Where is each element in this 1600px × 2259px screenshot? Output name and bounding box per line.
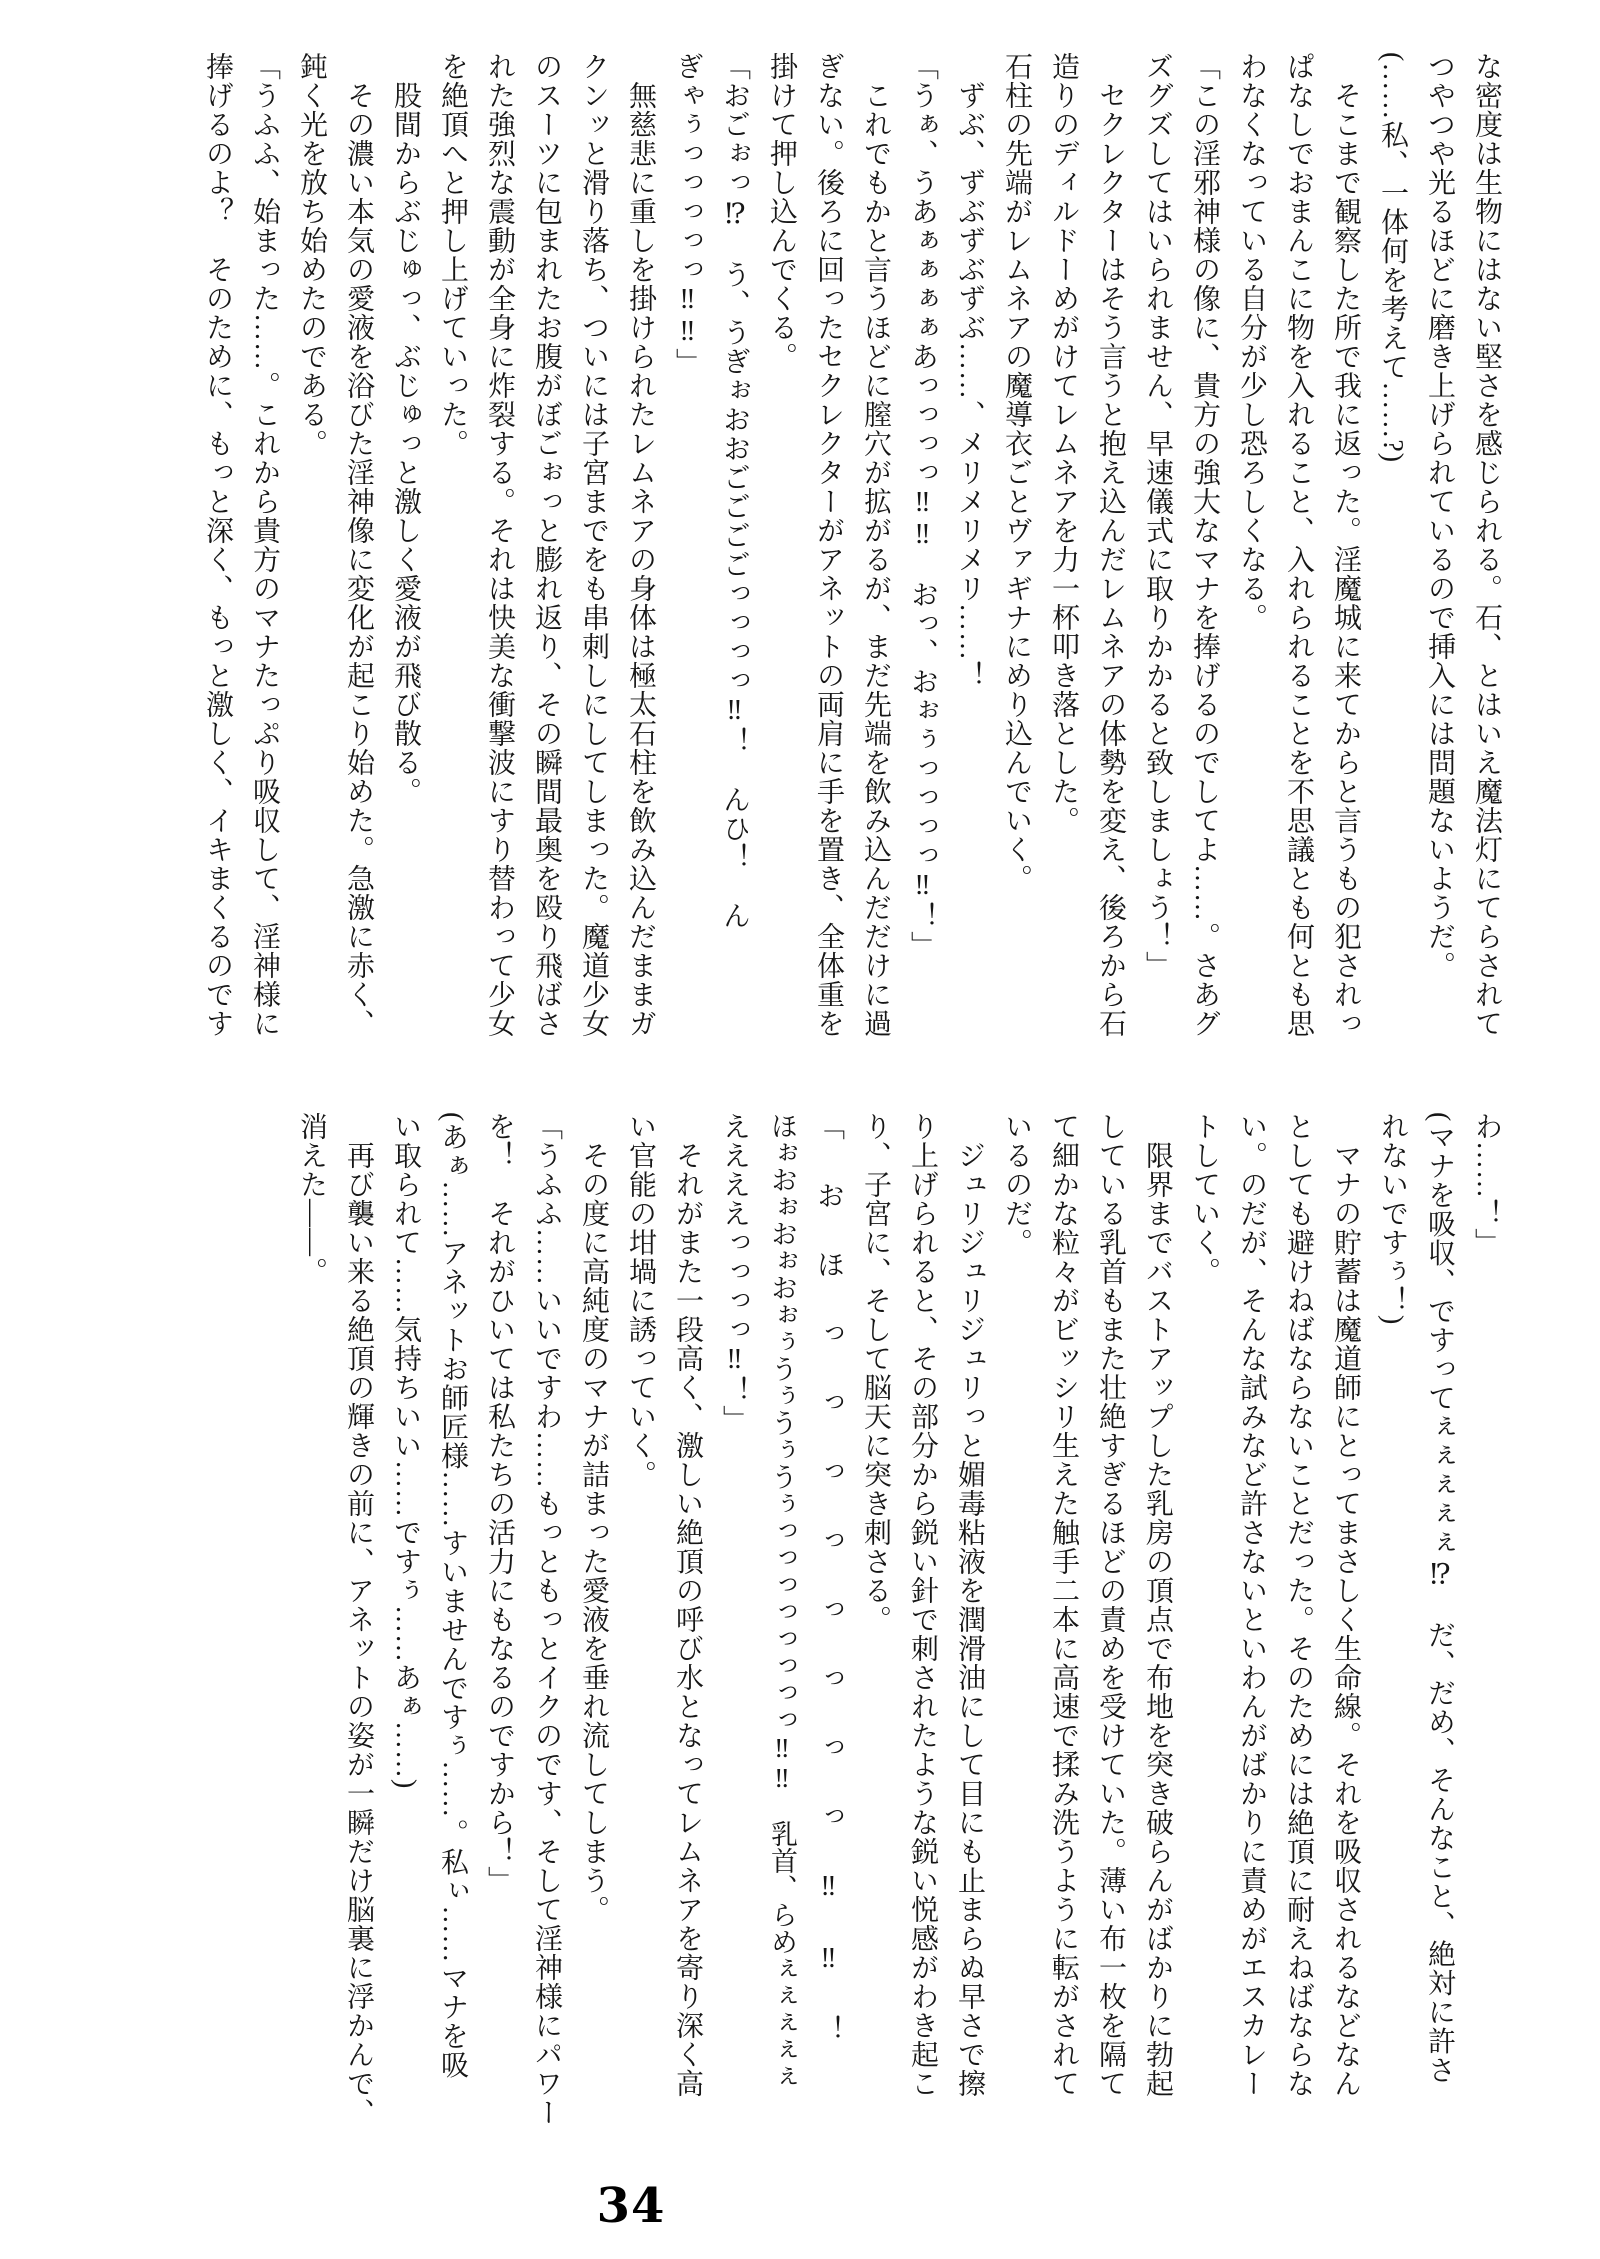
text-column: 再び襲い来る絶頂の輝きの前に、アネットの姿が一瞬だけ脳裏に浮かんで、 [343, 1112, 374, 2127]
text-column: クンッと滑り落ち、ついには子宮までをも串刺しにしてしまった。魔道少女 [578, 52, 609, 1038]
text-column: (マナを吸収、ですってぇぇぇぇぇ⁉ だ、だめ、そんなこと、絶対に許さ [1424, 1112, 1455, 2085]
text-column: り、子宮に、そして脳天に突き刺さる。 [860, 1112, 891, 1634]
text-column: 「うふふ……いいですわ……もっともっとイクのです、そして淫神様にパワー [531, 1112, 562, 2127]
text-column: な密度は生物にはない堅さを感じられる。石、とはいえ魔法灯にてらされて [1471, 52, 1502, 1038]
text-column: ズグズしてはいられません、早速儀式に取りかかると致しましょう！」 [1142, 52, 1173, 980]
text-column: マナの貯蓄は魔道師にとってまさしく生命線。それを吸収されるなどなん [1330, 1112, 1361, 2098]
text-column: ずぶ、ずぶずぶずぶ……、メリメリメリ……！ [954, 52, 985, 690]
text-column: 「うふふ、始まった……。これから貴方のマナたっぷり吸収して、淫神様に [249, 52, 280, 1038]
text-column: 消えた――。 [296, 1112, 327, 1286]
text-column: (……私、一体何を考えて……?) [1377, 52, 1408, 464]
text-column: ぱなしでおまんこに物を入れること、入れられることを不思議とも何とも思 [1283, 52, 1314, 1038]
text-column: 「この淫邪神様の像に、貴方の強大なマナを捧げるのでしてよ……。さあグ [1189, 52, 1220, 1038]
text-column: 鈍く光を放ち始めたのである。 [296, 52, 327, 458]
text-column: (あぁ……アネットお師匠様……すいませんですぅ……。私ぃ……マナを吸 [437, 1112, 468, 2080]
text-column: ええええっっっっ‼！」 [719, 1112, 750, 1434]
text-column: これでもかと言うほどに膣穴が拡がるが、まだ先端を飲み込んだだけに過 [860, 52, 891, 1038]
text-column: 「おほっっっっっっっっ‼‼！ [813, 1112, 844, 2084]
text-column: 「おごぉっ⁉ う、うぎぉおおごごごごっっっっ‼！ んひ！ ん [719, 52, 750, 930]
page-number: 34 [596, 2178, 666, 2234]
text-column: その濃い本気の愛液を浴びた淫神像に変化が起こり始めた。急激に赤く、 [343, 52, 374, 1038]
text-column: 造りのディルドーめがけてレムネアを力一杯叩き落とした。 [1048, 52, 1079, 835]
text-column: い官能の坩堝に誘っていく。 [625, 1112, 656, 1489]
text-column: 股間からぶじゅっ、ぶじゅっと激しく愛液が飛び散る。 [390, 52, 421, 806]
text-column: を！ それがひいては私たちの活力にもなるのですから！」 [484, 1112, 515, 1895]
text-block-bottom [288, 1112, 1510, 2127]
text-column: つやつや光るほどに磨き上げられているので挿入には問題ないようだ。 [1424, 52, 1455, 980]
text-column: ぎゃぅっっっっっ‼‼」 [672, 52, 703, 377]
text-column: れた強烈な震動が全身に炸裂する。それは快美な衝撃波にすり替わって少女 [484, 52, 515, 1038]
text-column: 掛けて押し込んでくる。 [766, 52, 797, 371]
text-column: わ……！」 [1471, 1112, 1502, 1257]
text-column: トしていく。 [1189, 1112, 1220, 1286]
text-column: セクレクターはそう言うと抱え込んだレムネアの体勢を変え、後ろから石 [1095, 52, 1126, 1038]
text-column: 石柱の先端がレムネアの魔導衣ごとヴァギナにめり込んでいく。 [1001, 52, 1032, 893]
text-column: いるのだ。 [1001, 1112, 1032, 1257]
text-column: 限界までバストアップした乳房の頂点で布地を突き破らんがばかりに勃起 [1142, 1112, 1173, 2098]
text-column: 捧げるのよ？ そのために、もっと深く、もっと激しく、イキまくるのです [202, 52, 233, 1038]
text-column: そこまで観察した所で我に返った。淫魔城に来てからと言うもの犯されっ [1330, 52, 1361, 1038]
text-column: 無慈悲に重しを掛けられたレムネアの身体は極太石柱を飲み込んだままガ [625, 52, 656, 1038]
text-block-top [194, 52, 1510, 1052]
text-column: い。のだが、そんな試みなど許さないといわんがばかりに責めがエスカレー [1236, 1112, 1267, 2098]
text-column: としても避けねばならないことだった。そのためには絶頂に耐えねばならな [1283, 1112, 1314, 2098]
text-column: 「うぁ、うあぁぁぁぁあっっっっ‼‼ おっ、おぉぅっっっっ‼！」 [907, 52, 938, 960]
text-column: り上げられると、その部分から鋭い針で刺されたような鋭い悦感がわき起こ [907, 1112, 938, 2098]
text-column: て細かな粒々がビッシリ生えた触手二本に高速で揉み洗うように転がされて [1048, 1112, 1079, 2098]
text-column: している乳首もまた壮絶すぎるほどの責めを受けていた。薄い布一枚を隔て [1095, 1112, 1126, 2098]
text-column: わなくなっている自分が少し恐ろしくなる。 [1236, 52, 1267, 632]
text-column: い取られて……気持ちいい……ですぅ……あぁ……) [390, 1112, 421, 1790]
text-column: れないですぅ！) [1377, 1112, 1408, 1326]
text-column: ぎない。後ろに回ったセクレクターがアネットの両肩に手を置き、全体重を [813, 52, 844, 1038]
text-column: を絶頂へと押し上げていった。 [437, 52, 468, 458]
text-column: その度に高純度のマナが詰まった愛液を垂れ流してしまう。 [578, 1112, 609, 1924]
text-column: ジュリジュリジュリっと媚毒粘液を潤滑油にして目にも止まらぬ早さで擦 [954, 1112, 985, 2098]
text-column: それがまた一段高く、激しい絶頂の呼び水となってレムネアを寄り深く高 [672, 1112, 703, 2098]
text-column: ほぉおぉおぉおぉぅうぅうぅうぅっっっっっっっっ‼‼ 乳首、らめぇぇぇぇぇ [767, 1112, 797, 2090]
text-column: のスーツに包まれたお腹がぼごぉっと膨れ返り、その瞬間最奥を殴り飛ばさ [531, 52, 562, 1038]
